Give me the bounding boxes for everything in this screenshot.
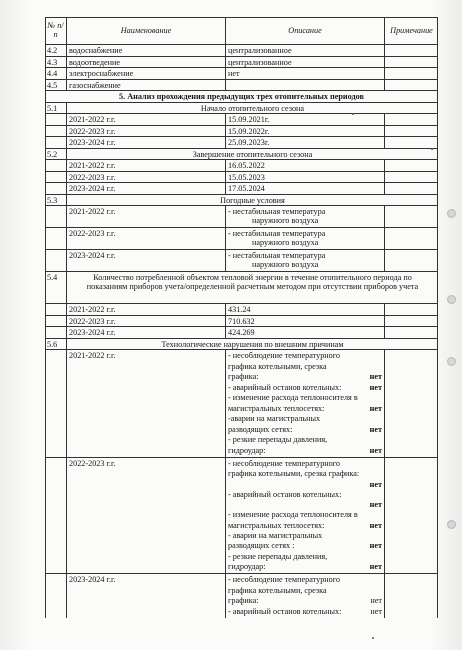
row-number [45,114,66,125]
section-5-title: 5. Анализ прохождения предыдущих трех отопительных периодов [119,92,364,101]
row-number [45,137,66,148]
row-note [384,126,438,137]
incident-text: - аварии на магистральных [228,531,323,541]
period-label: 2022-2023 г.г. [66,458,225,573]
incident-value: нет [369,445,382,455]
incident-line [228,510,382,520]
period-row [45,327,438,339]
row-note [384,137,438,148]
incident-line [228,541,382,551]
incident-text: - изменение расхода теплоносителя в [228,510,358,520]
incident-line [228,562,382,572]
incident-line [228,362,382,373]
incident-line [228,500,382,510]
weather-line: наружного воздуха [252,216,319,226]
period-value: 15.05.2023 [225,172,384,183]
row-number [45,183,66,194]
section-number: 5.1 [47,103,58,113]
incident-line [228,596,382,607]
row-number [45,304,66,315]
incident-line [228,480,382,490]
row-note [384,68,438,79]
row-name: водоотведение [66,57,225,68]
section-title: Технологические нарушения по внешним причинам [66,339,438,350]
energy-value: 710.632 [225,316,384,327]
incident-text: - изменение расхода теплоносителя в [228,393,358,402]
weather-description [225,206,384,227]
incident-text: - несоблюдение температурного [228,351,341,360]
incident-value: нет [370,606,382,616]
incident-line [228,383,382,394]
section-number: 5.4 [47,273,58,282]
row-note [384,57,438,68]
row-note [384,458,438,573]
incident-text: гидроудар: [228,445,266,455]
row-number [45,160,66,171]
weather-line: наружного воздуха [252,238,319,248]
row-description: централизованное [225,45,384,56]
row-number [45,458,66,573]
period-value: 16.05.2022 [225,160,384,171]
row-description: централизованное [225,57,384,68]
header-description [225,18,384,44]
incident-value: нет [369,372,382,381]
row-note [384,172,438,183]
row-number: 4.5 [47,80,58,90]
report-table [45,17,438,618]
punch-hole [447,520,456,529]
incident-line [228,552,382,562]
header-name-text: Наименование [120,26,172,35]
section-heading [45,91,438,103]
weather-line: - нестабильная температура [228,251,326,260]
incident-line [228,372,382,383]
incident-text: графика котельными, срезка графика: [228,469,360,479]
row-name: электроснабжение [66,68,225,79]
incident-text: графика: [228,596,259,606]
row-number: 4.2 [47,46,58,55]
period-row [45,126,438,138]
period-label: 2021-2022 г.г. [66,160,225,171]
incident-value: нет [369,561,382,571]
weather-row [45,250,438,272]
row-name: газоснабжение [66,80,225,91]
row-number [45,250,66,271]
header-note [384,18,438,44]
scan-speck [431,148,433,150]
incident-description [225,574,384,618]
punch-hole [447,209,456,218]
table-header [45,17,438,45]
period-value: 15.09.2022г. [225,126,384,137]
incident-text: - резкие перепады давления, [228,551,328,561]
header-name [66,18,225,44]
section-number: 5.6 [47,339,58,349]
row-number [45,126,66,137]
subsection-title-row [45,103,438,115]
period-label: 2021-2022 г.г. [66,206,225,227]
incident-line [228,404,382,415]
row-note [384,350,438,457]
incident-value: нет [369,520,382,530]
row-note [384,183,438,194]
weather-line: - нестабильная температура [228,229,326,238]
period-label: 2021-2022 г.г. [66,350,225,457]
row-number [45,574,66,618]
incident-value: нет [369,500,382,510]
header-description-text: Описание [288,26,322,35]
section-number: 5.3 [47,195,58,205]
incident-text: гидроудар: [228,561,266,571]
row-note [384,160,438,171]
row-number: 4.3 [47,57,58,67]
weather-row [45,206,438,228]
weather-line: наружного воздуха [252,260,319,270]
incident-line [228,425,382,436]
incident-value: нет [369,382,382,392]
period-value: 17.05.2024 [225,183,384,194]
incident-text: магистральных теплосетях: [228,520,325,530]
row-description [225,80,384,91]
period-label: 2022-2023 г.г. [66,228,225,249]
weather-description [225,250,384,271]
scan-speck [372,637,374,639]
header-note-text: Примечание [390,26,433,35]
row-number: 4.4 [47,69,58,78]
energy-value: 424.269 [225,327,384,338]
row-number [45,316,66,327]
subsection-title-row [45,339,438,351]
incident-value: нет [369,541,382,551]
row-note [384,327,438,338]
row-note [384,80,438,91]
period-label: 2022-2023 г.г. [66,126,225,137]
row-note [384,304,438,315]
row-number [45,327,66,338]
incident-description [225,458,384,573]
period-label: 2023-2024 г.г. [66,574,225,618]
incident-value: нет [369,424,382,434]
incident-value: нет [370,596,382,606]
period-value: 25.09.2023г. [225,137,384,148]
incident-line [228,521,382,531]
incident-line [228,435,382,446]
period-label: 2023-2024 г.г. [66,250,225,271]
section-title: Погодные условия [66,195,438,206]
period-row [45,114,438,126]
row-number [45,172,66,183]
incident-line [228,586,382,597]
utility-row [45,45,438,57]
period-label: 2021-2022 г.г. [66,304,225,315]
period-row [45,172,438,184]
incident-line [228,469,382,479]
incident-text: графика котельными, срезка [228,585,327,595]
incident-text: - несоблюдение температурного [228,459,341,468]
row-note [384,250,438,271]
row-name: водоснабжение [66,45,225,56]
utility-row [45,80,438,92]
incident-text: - аварийный останов котельных: [228,489,342,499]
incident-text: разводящих сетях : [228,541,295,551]
incident-text: -аварии на магистральных [228,414,321,423]
incident-text: разводящих сетях: [228,424,293,434]
header-number-text: № п/п [47,21,64,40]
section-title: Завершение отопительного сезона [66,149,438,160]
incident-value: нет [369,403,382,413]
subsection-title-row [45,272,438,304]
period-row [45,160,438,172]
incident-text: - аварийный останов котельных: [228,382,342,392]
row-number [45,350,66,457]
row-note [384,574,438,618]
section-number: 5.2 [47,149,58,159]
row-note [384,206,438,227]
row-description: нет [225,68,384,79]
subsection-title-row [45,195,438,207]
row-note [384,114,438,125]
weather-row [45,228,438,250]
section-title: Начало отопительного сезона [66,103,438,114]
punch-hole [447,357,456,366]
utility-row [45,57,438,69]
incident-line [228,351,382,362]
period-label: 2023-2024 г.г. [66,327,225,338]
incident-value: нет [369,479,382,489]
incident-line [228,607,382,618]
row-number [45,206,66,227]
row-note [384,45,438,56]
incident-line [228,446,382,457]
period-label: 2022-2023 г.г. [66,172,225,183]
period-row [45,183,438,195]
header-number [45,18,66,44]
punch-hole [447,295,456,304]
row-note [384,316,438,327]
period-row [45,316,438,328]
weather-line: - нестабильная температура [228,207,326,216]
period-label: 2022-2023 г.г. [66,316,225,327]
energy-value: 431.24 [225,304,384,315]
incident-row [45,574,438,618]
incident-row [45,350,438,458]
incident-row [45,458,438,574]
incident-line [228,459,382,469]
incident-line [228,531,382,541]
subsection-title-row [45,149,438,161]
incident-line [228,575,382,586]
incident-text: - резкие перепады давления, [228,435,328,444]
row-note [384,228,438,249]
incident-text: - аварийный останов котельных: [228,606,342,616]
row-number [45,228,66,249]
incident-text: - несоблюдение температурного [228,575,341,585]
period-label: 2023-2024 г.г. [66,137,225,148]
section-title: Количество потребленной объектом тепловой энергии в течение отопительного периода по показаниям приборов учета/определенной расчетным методом при отсутствии приборов учета [66,272,438,303]
utility-row [45,68,438,80]
period-row [45,137,438,149]
incident-line [228,414,382,425]
incident-text: магистральных теплосетях: [228,403,325,413]
incident-line [228,393,382,404]
period-label: 2023-2024 г.г. [66,183,225,194]
incident-text: графика котельными, срезка [228,361,327,371]
period-label: 2021-2022 г.г. [66,114,225,125]
incident-description [225,350,384,457]
scan-speck [352,113,354,115]
weather-description [225,228,384,249]
period-value: 15.09.2021г. [225,114,384,125]
period-row [45,304,438,316]
incident-line [228,490,382,500]
incident-text: графика: [228,372,259,381]
